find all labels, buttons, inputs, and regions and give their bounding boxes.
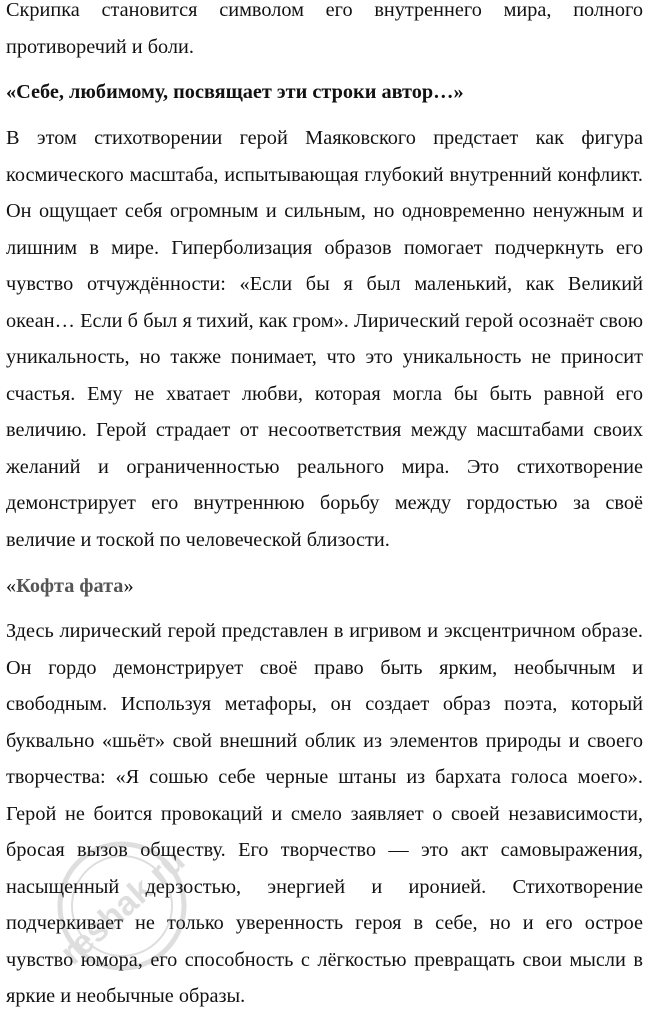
paragraph-intro: Скрипка становится символом его внутреннего мира, полного противоречий и боли. [6, 0, 643, 58]
heading-title: Кофта фата [16, 575, 124, 597]
paragraph-kofta-fata: Здесь лирический герой представлен в игривом и эксцентричном образе. Он гордо демонстрирует своё право быть ярким, необычным и свободным. Используя метафоры, он создает образ поэта, который буквально «шьёт» свой внешний облик из элементов природы и своего творчества: «Я сошью себе черные штаны из бархата голоса моего». Герой не боится провокаций и смело заявляет о своей независимости, бросая вызов обществу. Его творчество — это акт самовыражения, насыщенный дерзостью, энергией и иронией. Стихотворение подчеркивает не только уверенность героя в себе, но и его острое чувство юмора, его способность с лёгкостью превращать свои мысли в яркие и необычные образы. [6, 620, 643, 1007]
section-heading-sebe-lyubimomu: «Себе, любимому, посвящает эти строки автор…» [6, 81, 464, 103]
watermark-text: reshak.ru [53, 841, 193, 973]
section-heading-kofta-fata [6, 568, 643, 605]
heading-close-quote: » [123, 575, 134, 597]
paragraph-sebe-lyubimomu: В этом стихотворении герой Маяковского предстает как фигура космического масштаба, испытывающая глубокий внутренний конфликт. Он ощущает себя огромным и сильным, но одновременно ненужным и лишним в мире. Гиперболизация образов помогает подчеркнуть его чувство отчуждённости: «Если бы я был маленький, как Великий океан… Если б был я тихий, как гром». Лирический герой осознаёт свою уникальность, но также понимает, что это уникальность не приносит счастья. Ему не хватает любви, которая могла бы быть равной его величию. Герой страдает от несоответствия между масштабами своих желаний и ограниченностью реального мира. Это стихотворение демонстрирует его внутреннюю борьбу между гордостью за своё величие и тоской по человеческой близости. [6, 127, 643, 551]
heading-open-quote: « [6, 575, 17, 597]
